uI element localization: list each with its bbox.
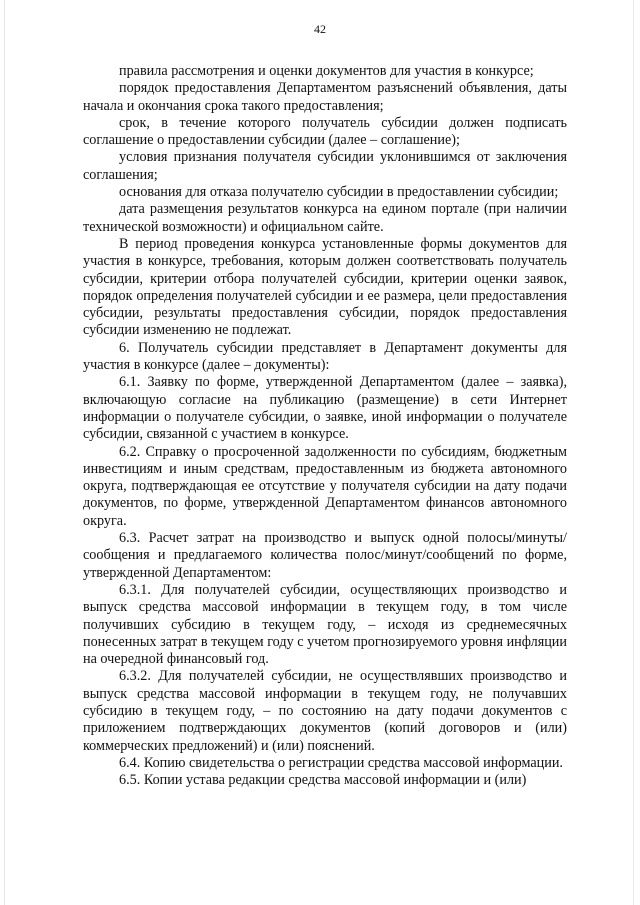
paragraph: В период проведения конкурса установленные формы документов для участия в конкурсе, требования, которым должен соответствовать получатель субсидии, критерии отбора получателей субсидии, критерии оценки заявок, порядок определения получателей субсидии и ее размера, цели предоставления субсидии, результаты предоставления субсидии, порядок предоставления субсидии изменению не подлежат. <box>83 235 567 339</box>
paragraph: 6.3. Расчет затрат на производство и выпуск одной полосы/минуты/сообщения и предлагаемого количества полос/минут/сообщений по форме, утвержденной Департаментом: <box>83 530 567 581</box>
paragraph: 6.3.1. Для получателей субсидии, осуществляющих производство и выпуск средства массовой информации в текущем году, в том числе получивших субсидию в текущем году, – исходя из среднемесячных понесенных затрат в текущем году с учетом прогнозируемого уровня инфляции на очередной финансовый год. <box>83 581 567 668</box>
paragraph: порядок предоставления Департаментом разъяснений объявления, даты начала и окончания срока такого предоставления; <box>83 80 567 114</box>
paragraph: основания для отказа получателю субсидии в предоставлении субсидии; <box>119 184 559 201</box>
scan-edge-right <box>633 0 634 905</box>
document-body <box>83 63 567 789</box>
paragraph: срок, в течение которого получатель субсидии должен подписать соглашение о предоставлении субсидии (далее – соглашение); <box>83 114 567 149</box>
paragraph: 6.5. Копии устава редакции средства массовой информации и (или) <box>119 772 527 789</box>
paragraph: 6.4. Копию свидетельства о регистрации средства массовой информации. <box>119 754 563 771</box>
paragraph: 6.1. Заявку по форме, утвержденной Департаментом (далее – заявка), включающую согласие на публикацию (размещение) в сети Интернет информации о получателе субсидии, о заявке, иной информации о получателе субсидии, связанной с участием в конкурсе. <box>83 374 567 443</box>
paragraph: 6.3.2. Для получателей субсидии, не осуществлявших производство и выпуск средства массовой информации в текущем году, не получавших субсидию в текущем году, – по состоянию на дату подачи документов с приложением подтверждающих документов (копий договоров и (или) коммерческих предложений) и (или) пояснений. <box>83 668 567 754</box>
paragraph: правила рассмотрения и оценки документов для участия в конкурсе; <box>119 63 534 79</box>
paragraph: дата размещения результатов конкурса на едином портале (при наличии технической возможности) и официальном сайте. <box>83 201 567 235</box>
page-number: 42 <box>314 22 326 36</box>
paragraph: 6.2. Справку о просроченной задолженности по субсидиям, бюджетным инвестициям и иным средствам, предоставленным из бюджета автономного округа, подтверждающая ее отсутствие у получателя субсидии на дату подачи документов, по форме, утвержденной Департаментом финансов автономного округа. <box>83 443 567 529</box>
paragraph: условия признания получателя субсидии уклонившимся от заключения соглашения; <box>83 149 567 183</box>
paragraph: 6. Получатель субсидии представляет в Департамент документы для участия в конкурсе (далее – документы): <box>83 339 567 374</box>
scan-edge-left <box>4 0 5 905</box>
